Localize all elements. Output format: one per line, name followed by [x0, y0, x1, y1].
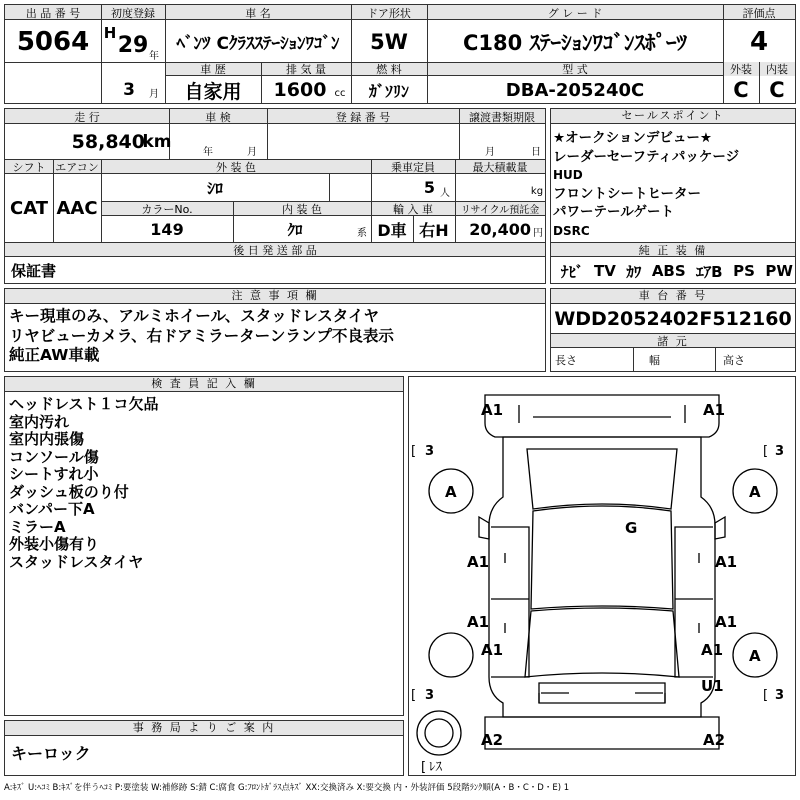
inspector-note: 室内内張傷 [9, 430, 85, 448]
tread-bracket-rr-open: [ [763, 688, 769, 703]
mark-right-rear-door: A1 [715, 613, 738, 631]
steering-value: 右H [419, 220, 449, 240]
shift-label: シフト [12, 160, 46, 174]
sales-point-item: パワーテールゲート [553, 204, 674, 220]
length-label: 長さ [555, 354, 577, 367]
history-value: 自家用 [184, 80, 242, 103]
exterior-grade-value: C [733, 78, 749, 102]
inspector-note: スタッドレスタイヤ [9, 552, 144, 571]
lot-no-label: 出 品 番 号 [25, 6, 81, 20]
month-value: 3 [123, 80, 135, 100]
deadline-month-unit: 月 [485, 146, 495, 158]
front-bumper-outline [485, 395, 719, 437]
note-line: リヤビューカメラ、右ドアミラーターンランプ不良表示 [9, 326, 394, 345]
spare-tire-status: ﾚｽ [429, 760, 442, 775]
mark-tire-rear-right: A [749, 647, 761, 665]
sales-points-list [553, 129, 739, 240]
int-color-suffix: 系 [357, 227, 367, 239]
inspector-note: ダッシュ板のり付 [9, 482, 129, 501]
inspector-note: 室内汚れ [9, 412, 70, 431]
exterior-label: 外装 [730, 63, 752, 76]
sales-point-item: ★オークションデビュー★ [553, 130, 712, 146]
mark-right-front-door: A1 [715, 553, 738, 571]
car-name-value: ﾍﾞﾝﾂ Cｸﾗｽｽﾃｰｼｮﾝﾜｺﾞﾝ [176, 34, 340, 54]
tread-fr: 3 [775, 444, 785, 459]
equipment-item: ABS [651, 262, 686, 280]
notes-label: 注 意 事 項 欄 [5, 289, 545, 304]
windshield-outline [527, 449, 677, 509]
damage-diagram [408, 376, 796, 776]
sales-point-item: DSRC [553, 223, 590, 238]
office-label: 事 務 局 よ り ご 案 内 [5, 721, 403, 736]
tire-rear-left-circle [429, 633, 473, 677]
equipment-item: ｴｱB [696, 262, 723, 281]
interior-label: 内装 [766, 63, 788, 76]
grade-value: C180 ｽﾃｰｼｮﾝﾜｺﾞﾝｽﾎﾟｰﾂ [462, 30, 688, 55]
tread-fl: 3 [425, 444, 435, 459]
sales-points-label: セールスポイント [551, 109, 795, 124]
inspector-label: 検 査 員 記 入 欄 [5, 377, 403, 392]
later-parts-label: 後 日 発 送 部 品 [233, 243, 317, 257]
mileage-value: 58,840 [71, 131, 145, 153]
chassis-no-value: WDD2052402F512160 [554, 308, 792, 330]
mark-rear-left-bumper: A2 [481, 731, 504, 749]
era-value: H [103, 24, 117, 42]
mark-left-rear-fender: A1 [481, 641, 504, 659]
model-code-value: DBA-205240C [505, 79, 645, 101]
mileage-unit: km [142, 132, 172, 152]
equipment-label: 純 正 装 備 [638, 243, 708, 257]
inspector-note: ミラーA [9, 517, 66, 536]
car-body-outline [489, 437, 715, 717]
notes-box [4, 288, 546, 372]
office-note-value: キーロック [11, 743, 91, 763]
inspector-note: バンパー下A [9, 500, 95, 518]
equipment-item: ﾅﾋﾞ [561, 262, 584, 281]
chassis-box [550, 288, 796, 372]
load-unit: kg [530, 185, 544, 197]
mark-right-rear-fender: A1 [701, 641, 724, 659]
roof-outline [531, 506, 673, 609]
sales-point-item: HUD [553, 168, 583, 182]
height-label: 高さ [723, 354, 745, 367]
door-value: 5W [370, 29, 408, 54]
ext-color-label: 外 装 色 [216, 160, 256, 174]
equipment-item: TV [594, 262, 616, 280]
displacement-unit: cc [334, 87, 346, 99]
mark-front-left: A1 [481, 401, 504, 419]
year-unit: 年 [149, 50, 159, 62]
recycle-fee-value: 20,400 [469, 219, 531, 239]
mark-roof: G [625, 519, 638, 537]
first-reg-label: 初度登録 [111, 6, 155, 20]
int-color-label: 内 装 色 [282, 202, 322, 216]
model-code-label: 型 式 [562, 63, 588, 76]
displacement-label: 排 気 量 [286, 63, 326, 76]
info-block [4, 108, 546, 284]
equipment-list [561, 259, 793, 283]
grade-label: グ レ ー ド [547, 6, 603, 20]
capacity-unit: 人 [440, 187, 450, 199]
door-label: ドア形状 [367, 6, 411, 20]
mark-front-right: A1 [703, 401, 726, 419]
year-value: 29 [117, 32, 149, 58]
sales-point-item: フロントシートヒーター [553, 185, 701, 202]
shift-value: CAT [9, 197, 49, 219]
notes-list [9, 307, 394, 366]
interior-grade-value: C [769, 78, 785, 102]
tread-rr: 3 [775, 688, 785, 703]
recycle-unit: 円 [533, 227, 543, 239]
aircon-value: AAC [56, 197, 98, 219]
spare-tire-circle [417, 711, 461, 755]
color-no-label: カラーNo. [141, 202, 193, 216]
equipment-item: ｶﾜ [626, 262, 642, 281]
inspector-note: シートすれ小 [9, 465, 99, 483]
inspection-label: 車 検 [205, 110, 231, 124]
specs-label: 諸 元 [657, 334, 689, 348]
width-label: 幅 [649, 354, 660, 367]
mark-rear-right: U1 [701, 677, 724, 695]
office-box [4, 720, 404, 776]
month-unit: 月 [149, 88, 159, 100]
equipment-item: PW [765, 262, 793, 280]
int-color-value: ｸﾛ [287, 220, 303, 239]
inspector-note: ヘッドレスト１コ欠品 [9, 395, 159, 413]
mark-left-front-door: A1 [467, 553, 490, 571]
tread-bracket-fr-open: [ [763, 444, 769, 459]
mark-rear-right-bumper: A2 [703, 731, 726, 749]
note-line: 純正AW車載 [9, 346, 100, 364]
color-no-value: 149 [150, 219, 184, 239]
mark-tire-front-right: A [749, 483, 761, 501]
sales-point-item: レーダーセーフティパッケージ [553, 148, 740, 165]
aircon-label: エアコン [55, 160, 99, 174]
tread-bracket-fl-open: [ [411, 444, 417, 459]
score-label: 評価点 [742, 6, 776, 20]
displacement-value: 1600 [273, 79, 327, 101]
import-type-value: D車 [377, 220, 407, 240]
spare-bracket-open: [ [421, 760, 427, 775]
recycle-label: リサイクル預託金 [460, 205, 540, 216]
inspection-year-unit: 年 [203, 146, 213, 158]
rear-window-outline [525, 608, 679, 677]
fuel-label: 燃 料 [376, 63, 402, 76]
score-value: 4 [749, 26, 769, 57]
inspector-list [9, 396, 159, 571]
car-name-label: 車 名 [245, 6, 271, 20]
max-load-label: 最大積載量 [472, 160, 528, 174]
inspector-note: コンソール傷 [9, 447, 99, 466]
capacity-label: 乗車定員 [391, 160, 435, 174]
inspector-note: 外装小傷有り [9, 535, 100, 553]
lot-no-value: 5064 [16, 26, 90, 57]
sales-points-box [550, 108, 796, 284]
legend-text: A:ｷｽﾞ U:ﾍｺﾐ B:ｷｽﾞを伴うﾍｺﾐ P:要塗装 W:補修跡 S:錆 C:腐食 G:ﾌﾛﾝﾄｶﾞﾗｽ点ｷｽﾞ XX:交換済み X:要交換 内・外装評価 5段階ﾗﾝｸ順(A・B・C・D・E) 1 [4, 783, 570, 793]
rear-bumper-outline [485, 717, 719, 749]
history-label: 車 歴 [200, 63, 226, 76]
mark-tire-front-left: A [445, 483, 457, 501]
chassis-no-label: 車 台 番 号 [551, 289, 795, 304]
capacity-value: 5 [423, 178, 435, 197]
note-line: キー現車のみ、アルミホイール、スタッドレスタイヤ [9, 307, 379, 325]
equipment-item: PS [733, 262, 755, 280]
import-label: 輸 入 車 [393, 202, 433, 216]
tread-rl: 3 [425, 688, 435, 703]
fuel-value: ｶﾞｿﾘﾝ [368, 81, 409, 101]
mileage-label: 走 行 [74, 110, 100, 124]
deadline-day-unit: 日 [531, 146, 541, 158]
header-block [4, 4, 796, 104]
later-parts-value: 保証書 [11, 261, 57, 280]
registration-no-label: 登 録 番 号 [335, 110, 391, 124]
inspection-month-unit: 月 [247, 146, 257, 158]
inspector-box [4, 376, 404, 716]
ext-color-value: ｼﾛ [206, 179, 223, 198]
transfer-deadline-label: 譲渡書類期限 [469, 110, 535, 124]
mark-left-rear-door: A1 [467, 613, 490, 631]
tread-bracket-rl-open: [ [411, 688, 417, 703]
car-diagram-svg [409, 377, 795, 775]
